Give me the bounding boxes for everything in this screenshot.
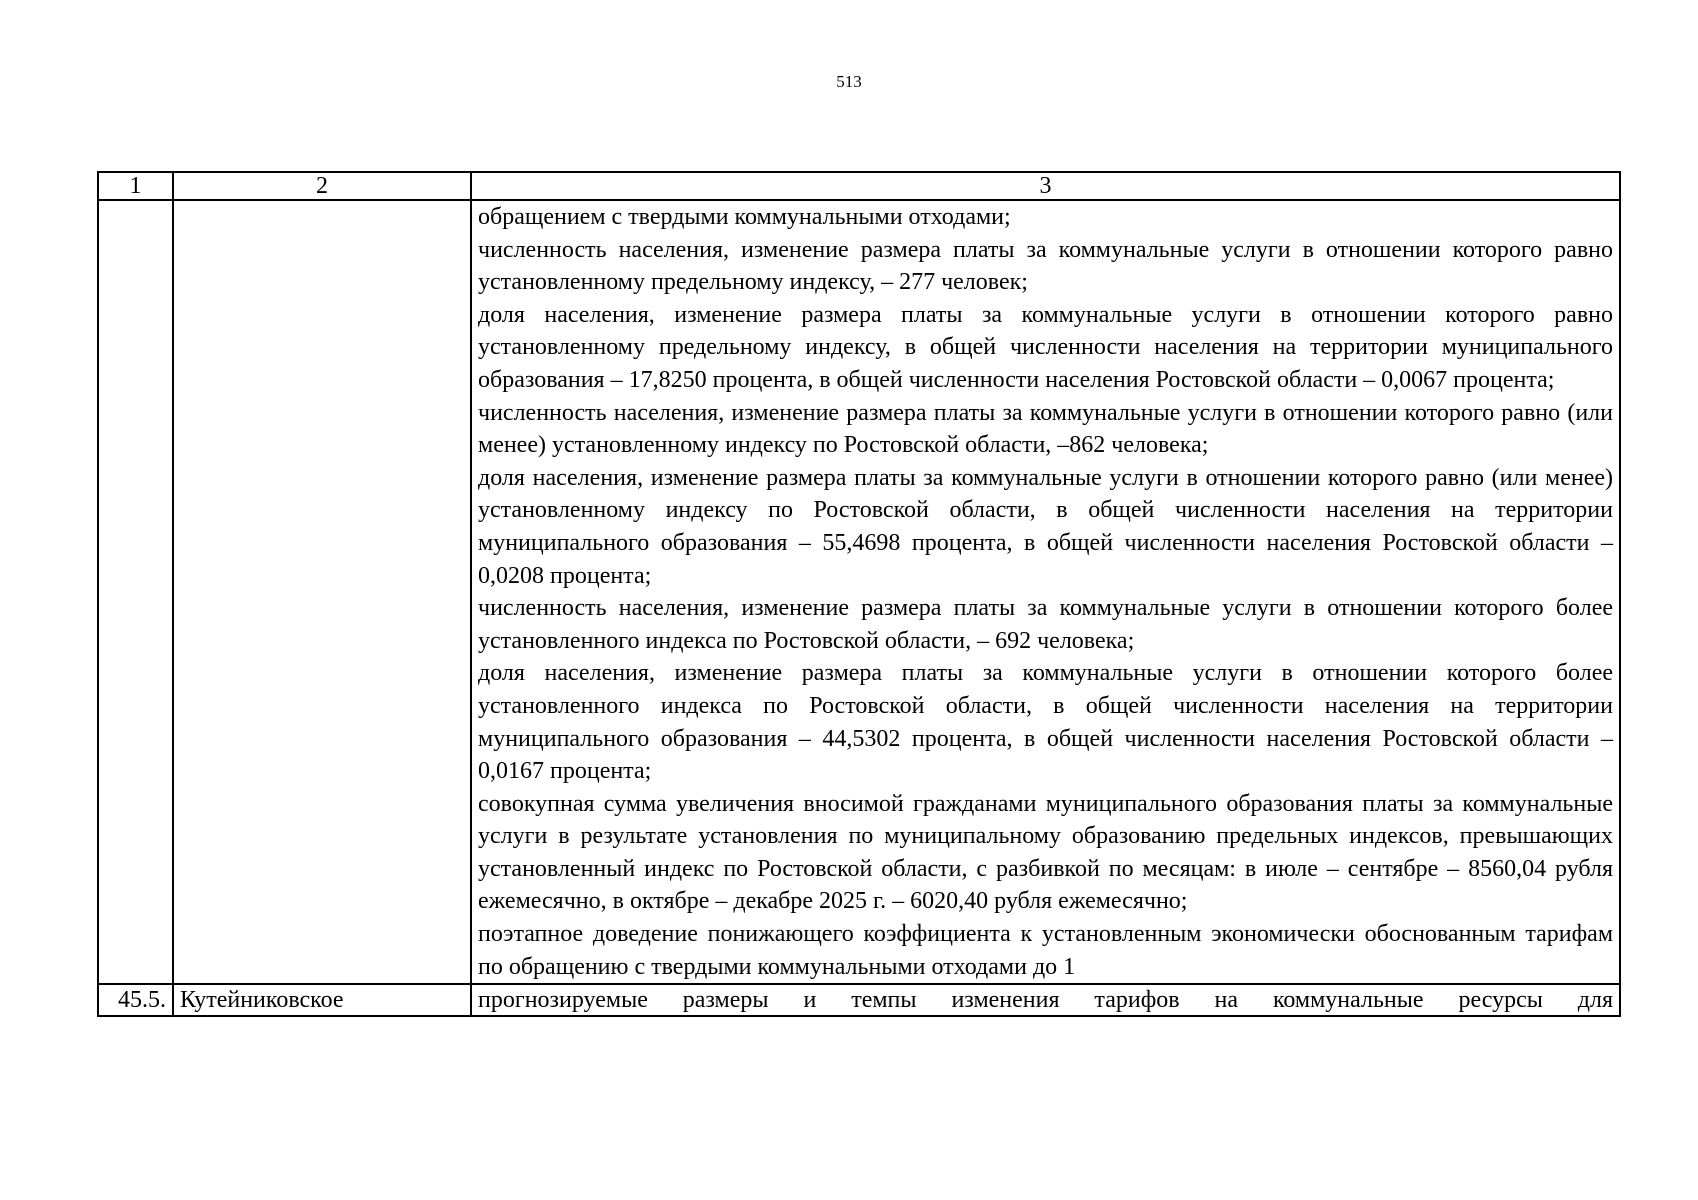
- paragraph: численность населения, изменение размера платы за коммунальные услуги в отношении которого более установленного индекса по Ростовской области, – 692 человека;: [478, 595, 1613, 654]
- paragraph: прогнозируемые размеры и темпы изменения тарифов на коммунальные ресурсы для: [478, 987, 1613, 1014]
- paragraph: поэтапное доведение понижающего коэффициента к установленным экономически обоснованным тарифам по обращению с твердыми коммунальными отходами до 1: [478, 921, 1613, 980]
- row-number-cell: 45.5.: [98, 984, 173, 1016]
- paragraph: численность населения, изменение размера платы за коммунальные услуги в отношении которого равно (или менее) установленному индексу по Ростовской области, –862 человека;: [478, 399, 1613, 459]
- page-number: 513: [836, 72, 862, 91]
- paragraph: совокупная сумма увеличения вносимой гражданами муниципального образования платы за коммунальные услуги в результате установления по муниципальному образованию предельных индексов, превышающих установленный индекс по Ростовской области, с разбивкой по месяцам: в июле – сентябре – 8560,04 рубля ежемесячно, в октябре – декабре 2025 г. – 6020,40 рубля ежемесячно;: [478, 790, 1613, 915]
- paragraph: доля населения, изменение размера платы за коммунальные услуги в отношении которого более установленного индекса по Ростовской области, в общей численности населения на территории муниципального образования – 44,5302 процента, в общей численности населения Ростовской области –0,0167 процента;: [478, 660, 1613, 785]
- table-row: [98, 200, 1620, 984]
- header-cell-2: 2: [173, 172, 471, 200]
- table-header-row: [98, 172, 1620, 200]
- row-name-cell: Кутейниковское: [173, 984, 471, 1016]
- header-cell-3: 3: [471, 172, 1620, 200]
- paragraph: численность населения, изменение размера платы за коммунальные услуги в отношении которого равно установленному предельному индексу, – 277 человек;: [478, 236, 1613, 296]
- paragraph: доля населения, изменение размера платы за коммунальные услуги в отношении которого равно установленному предельному индексу, в общей численности населения на территории муниципального образования – 17,8250 процента, в общей численности населения Ростовской области – 0,0067 процента;: [478, 301, 1613, 393]
- row-number-cell: [98, 200, 173, 984]
- row-name-cell: [173, 200, 471, 984]
- paragraph: доля населения, изменение размера платы за коммунальные услуги в отношении которого равно (или менее) установленному индексу по Ростовской области, в общей численности населения на территории муниципального образования – 55,4698 процента, в общей численности населения Ростовской области – 0,0208 процента;: [478, 464, 1613, 589]
- row-description-cell: [471, 984, 1620, 1016]
- header-cell-1: 1: [98, 172, 173, 200]
- paragraph: обращением с твердыми коммунальными отходами;: [478, 204, 1011, 230]
- row-description-cell: [471, 200, 1620, 984]
- table-row: [98, 984, 1620, 1016]
- data-table: [97, 171, 1621, 1017]
